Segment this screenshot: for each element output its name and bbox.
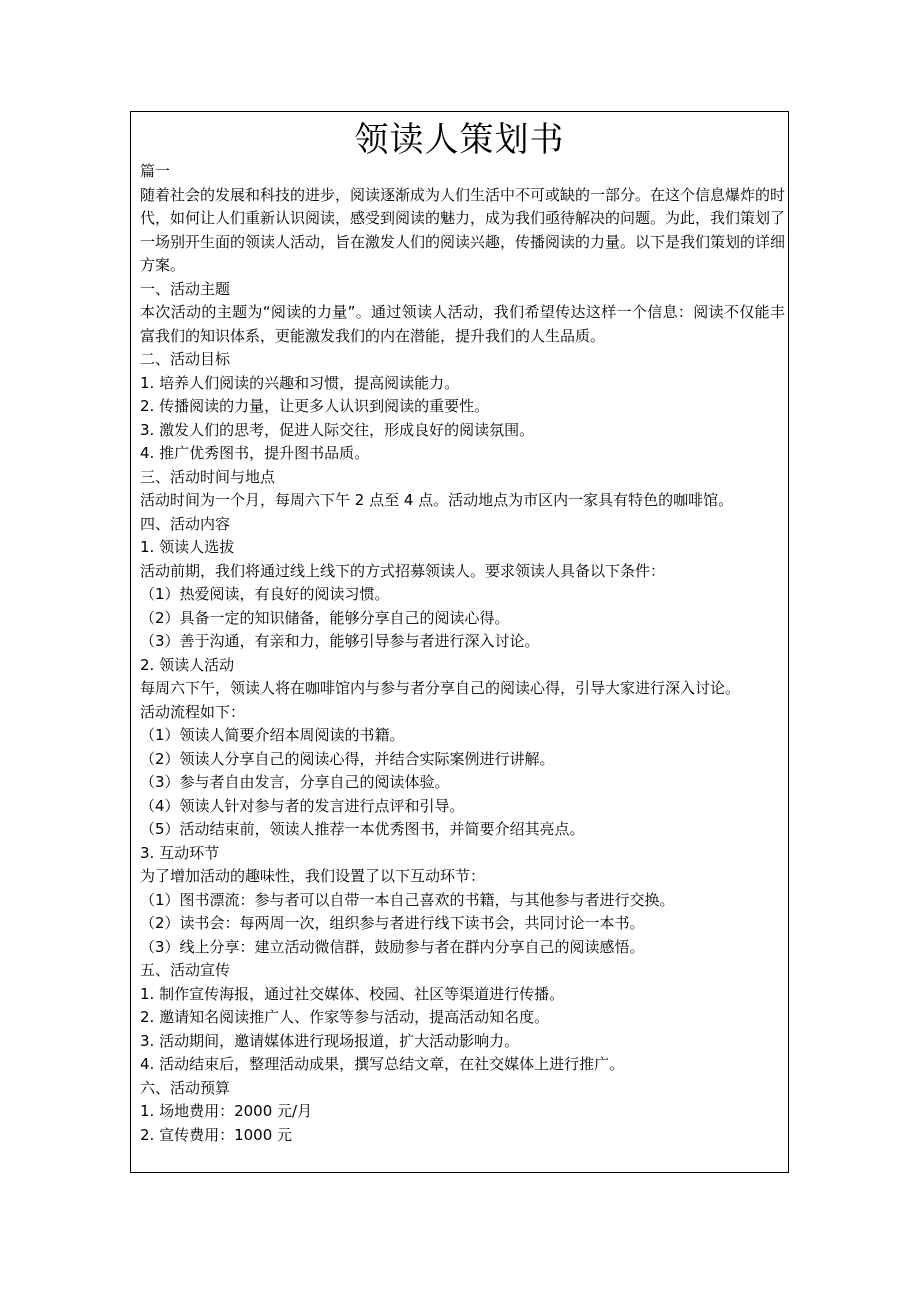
selection-item: （3）善于沟通，有亲和力，能够引导参与者进行深入讨论。	[140, 632, 540, 650]
document-frame	[130, 111, 789, 1173]
activity-paragraph: 每周六下午，领读人将在咖啡馆内与参与者分享自己的阅读心得，引导大家进行深入讨论。	[140, 679, 741, 697]
interaction-item: （3）线上分享：建立活动微信群，鼓励参与者在群内分享自己的阅读感悟。	[140, 937, 645, 956]
activity-flow-item: （2）领读人分享自己的阅读心得，并结合实际案例进行讲解。	[140, 749, 555, 768]
activity-flow-item: （5）活动结束前，领读人推荐一本优秀图书，并简要介绍其亮点。	[140, 820, 585, 838]
goal-item: 1. 培养人们阅读的兴趣和习惯，提高阅读能力。	[140, 373, 460, 392]
selection-item: （1）热爱阅读，有良好的阅读习惯。	[140, 585, 390, 603]
subsection-heading-selection: 1. 领读人选拔	[140, 538, 235, 556]
document-title: 领读人策划书	[354, 120, 565, 160]
promotion-item: 1. 制作宣传海报，通过社交媒体、校园、社区等渠道进行传播。	[140, 984, 565, 1003]
selection-item: （2）具备一定的知识储备，能够分享自己的阅读心得。	[140, 608, 510, 627]
time-place-paragraph: 活动时间为一个月，每周六下午 2 点至 4 点。活动地点为市区内一家具有特色的咖啡馆。	[140, 491, 734, 509]
activity-flow-item: （1）领读人简要介绍本周阅读的书籍。	[140, 726, 405, 744]
document-body	[140, 160, 785, 1147]
intro-paragraph: 随着社会的发展和科技的进步，阅读逐渐成为人们生活中不可或缺的一部分。在这个信息爆炸的时代，如何让人们重新认识阅读，感受到阅读的魅力，成为我们亟待解决的问题。为此，我们策划了一场别开生面的领读人活动，旨在激发人们的阅读兴趣，传播阅读的力量。以下是我们策划的详细方案。	[140, 185, 786, 274]
goal-item: 3. 激发人们的思考，促进人际交往，形成良好的阅读氛围。	[140, 420, 535, 439]
promotion-item: 4. 活动结束后，整理活动成果，撰写总结文章，在社交媒体上进行推广。	[140, 1055, 625, 1073]
interaction-item: （2）读书会：每两周一次，组织参与者进行线下读书会，共同讨论一本书。	[140, 914, 645, 932]
interaction-paragraph: 为了增加活动的趣味性，我们设置了以下互动环节：	[140, 867, 486, 885]
budget-item: 2. 宣传费用：1000 元	[140, 1125, 293, 1144]
section-heading-promotion: 五、活动宣传	[140, 961, 231, 979]
promotion-item: 2. 邀请知名阅读推广人、作家等参与活动，提高活动知名度。	[140, 1008, 550, 1026]
part-label: 篇一	[140, 162, 171, 180]
subsection-heading-interaction: 3. 互动环节	[140, 843, 220, 862]
goal-item: 4. 推广优秀图书，提升图书品质。	[140, 444, 370, 462]
section-heading-time-place: 三、活动时间与地点	[140, 467, 276, 486]
activity-flow-item: （3）参与者自由发言，分享自己的阅读体验。	[140, 773, 450, 791]
goal-item: 2. 传播阅读的力量，让更多人认识到阅读的重要性。	[140, 397, 490, 415]
subsection-heading-activity: 2. 领读人活动	[140, 655, 235, 674]
section-heading-theme: 一、活动主题	[140, 279, 231, 298]
section-heading-goals: 二、活动目标	[140, 350, 231, 368]
budget-item: 1. 场地费用：2000 元/月	[140, 1102, 313, 1120]
section-heading-budget: 六、活动预算	[140, 1078, 231, 1097]
selection-paragraph: 活动前期，我们将通过线上线下的方式招募领读人。要求领读人具备以下条件：	[140, 561, 666, 580]
promotion-item: 3. 活动期间，邀请媒体进行现场报道，扩大活动影响力。	[140, 1031, 520, 1050]
interaction-item: （1）图书漂流：参与者可以自带一本自己喜欢的书籍，与其他参与者进行交换。	[140, 890, 675, 909]
section-heading-content: 四、活动内容	[140, 514, 231, 533]
theme-paragraph: 本次活动的主题为“阅读的力量”。通过领读人活动，我们希望传达这样一个信息：阅读不仅能丰富我们的知识体系，更能激发我们的内在潜能，提升我们的人生品质。	[140, 303, 785, 345]
activity-flow-label: 活动流程如下：	[140, 702, 246, 721]
activity-flow-item: （4）领读人针对参与者的发言进行点评和引导。	[140, 796, 465, 815]
